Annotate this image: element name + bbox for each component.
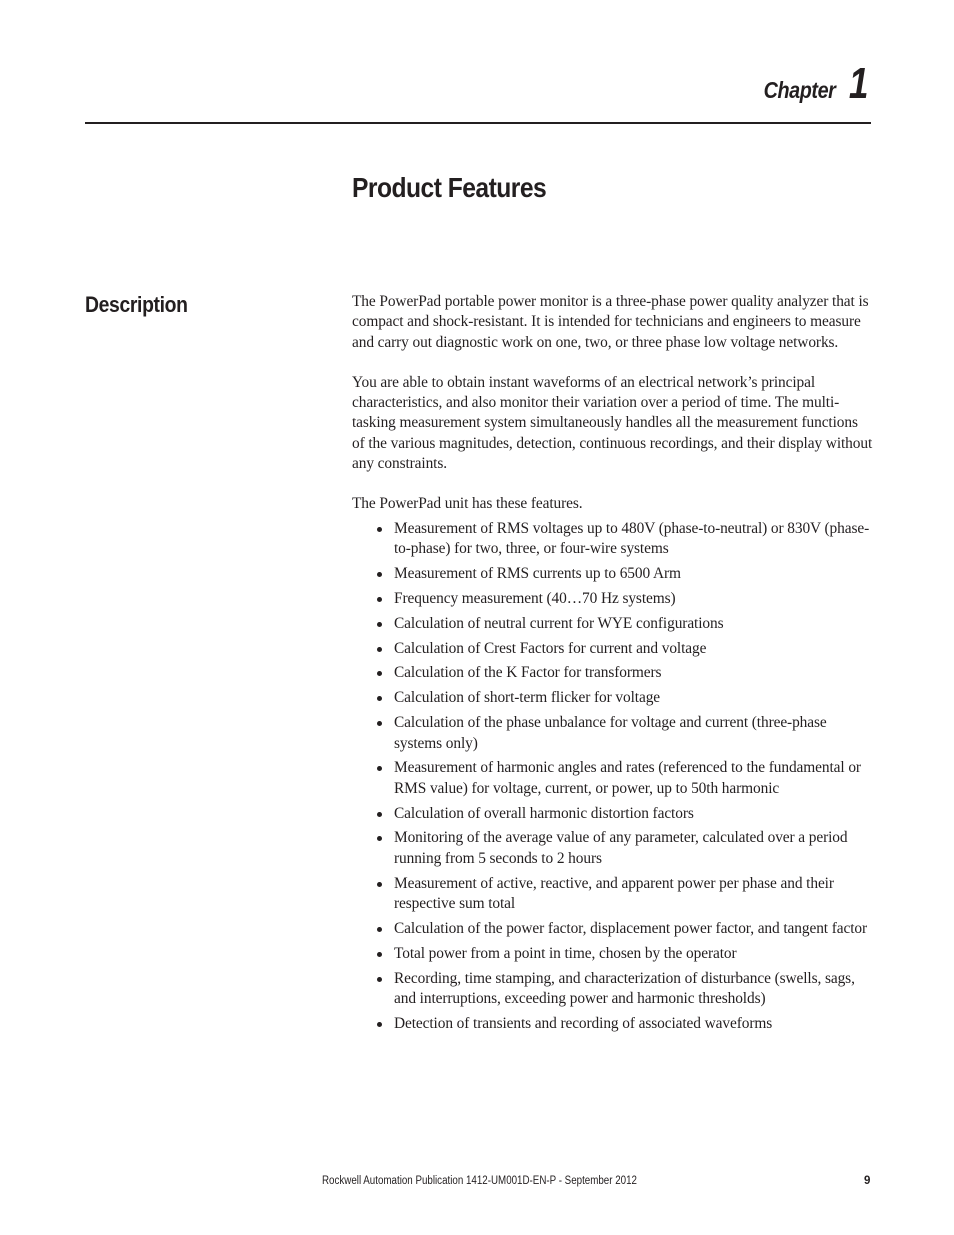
paragraph: You are able to obtain instant waveforms of an electrical network’s principal characteristics, and also monitor their variation over a period of time. The multi-tasking measurement system simultaneously handles all the measurement functions of the various magnitudes, detection, continuous recordings, and their display without any constraints. [352,373,873,473]
list-item: Calculation of the power factor, displacement power factor, and tangent factor [394,919,874,939]
page-number: 9 [864,1175,871,1187]
list-item: Measurement of harmonic angles and rates (referenced to the fundamental or RMS value) for voltage, current, or power, up to 50th harmonic [394,758,874,799]
list-item: Calculation of the K Factor for transformers [394,663,874,683]
list-item: Measurement of RMS currents up to 6500 Arm [394,564,874,584]
list-item: Recording, time stamping, and characterization of disturbance (swells, sags, and interruptions, exceeding power and harmonic thresholds) [394,969,874,1010]
page-title: Product Features [352,172,547,203]
list-item: Frequency measurement (40…70 Hz systems) [394,589,874,609]
list-item: Calculation of short-term flicker for voltage [394,688,874,708]
section-body [352,292,874,1039]
list-item: Measurement of RMS voltages up to 480V (phase-to-neutral) or 830V (phase-to-phase) for two, three, or four-wire systems [394,519,874,560]
list-item: Total power from a point in time, chosen by the operator [394,944,874,964]
chapter-header [752,59,868,108]
list-item: Calculation of the phase unbalance for voltage and current (three-phase systems only) [394,713,874,754]
features-list [352,519,874,1034]
publication-info: Rockwell Automation Publication 1412-UM001D-EN-P - September 2012 [322,1175,637,1187]
list-item: Measurement of active, reactive, and apparent power per phase and their respective sum total [394,874,874,915]
list-item: Calculation of overall harmonic distortion factors [394,804,874,824]
list-item: Calculation of Crest Factors for current and voltage [394,639,874,659]
list-item: Calculation of neutral current for WYE configurations [394,614,874,634]
section-heading: Description [85,292,188,317]
chapter-label: Chapter [763,77,836,103]
chapter-number: 1 [848,59,868,108]
list-item: Detection of transients and recording of associated waveforms [394,1014,874,1034]
features-intro: The PowerPad unit has these features. [352,495,583,513]
header-rule [85,122,871,124]
paragraph: The PowerPad portable power monitor is a three-phase power quality analyzer that is compact and shock-resistant. It is intended for technicians and engineers to measure and carry out diagnostic work on one, two, or three phase low voltage networks. [352,293,869,351]
list-item: Monitoring of the average value of any parameter, calculated over a period running from 5 seconds to 2 hours [394,828,874,869]
